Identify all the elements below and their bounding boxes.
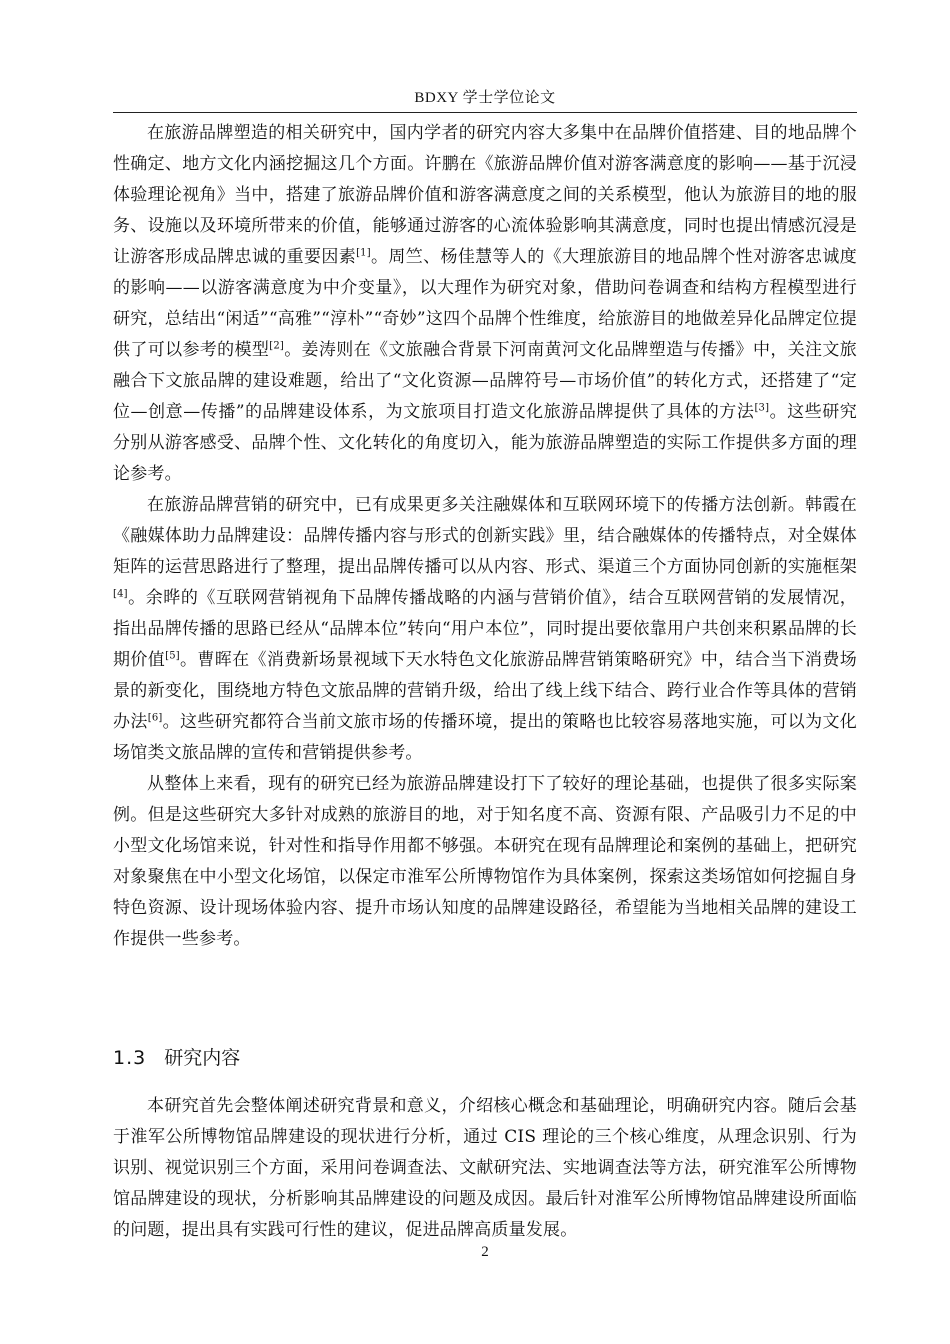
paragraph-text: 。曹晖在《消费新场景视域下天水特色文化旅游品牌营销策略研究》中，结合当下消费场景的新变化，围绕地方特色文旅品牌的营销升级，给出了线上线下结合、跨行业合作等具体的营销办法 <box>113 650 857 732</box>
section-body <box>113 1091 857 1246</box>
citation-marker: [3] <box>754 402 770 414</box>
paragraph-summary <box>113 769 857 955</box>
paragraph-text: 。姜涛则在《文旅融合背景下河南黄河文化品牌塑造与传播》中，关注文旅融合下文旅品牌的建设难题，给出了“文化资源—品牌符号—市场价值”的转化方式，还搭建了“定位—创意—传播”的品牌建设体系，为文旅项目打造文化旅游品牌提供了具体的方法 <box>113 340 857 422</box>
paragraph-tourism-brand-marketing <box>113 490 857 769</box>
citation-marker: [2] <box>269 340 285 352</box>
citation-marker: [4] <box>113 588 128 600</box>
header-divider <box>113 112 857 113</box>
paragraph-text: 。这些研究分别从游客感受、品牌个性、文化转化的角度切入，能为旅游品牌塑造的实际工作提供多方面的理论参考。 <box>113 402 858 484</box>
paragraph-text: 从整体上来看，现有的研究已经为旅游品牌建设打下了较好的理论基础，也提供了很多实际案例。但是这些研究大多针对成熟的旅游目的地，对于知名度不高、资源有限、产品吸引力不足的中小型文化场馆来说，针对性和指导作用都不够强。本研究在现有品牌理论和案例的基础上，把研究对象聚焦在中小型文化场馆，以保定市淮军公所博物馆作为具体案例，探索这类场馆如何挖掘自身特色资源、设计现场体验内容、提升市场认知度的品牌建设路径，希望能为当地相关品牌的建设工作提供一些参考。 <box>113 774 857 949</box>
paragraph-text: 在旅游品牌营销的研究中，已有成果更多关注融媒体和互联网环境下的传播方法创新。韩霞在《融媒体助力品牌建设：品牌传播内容与形式的创新实践》里，结合融媒体的传播特点，对全媒体矩阵的运营思路进行了整理，提出品牌传播可以从内容、形式、渠道三个方面协同创新的实施框架 <box>113 495 857 577</box>
citation-marker: [5] <box>165 650 180 662</box>
literature-review-body <box>113 118 857 955</box>
citation-marker: [1] <box>356 247 371 259</box>
page-number: 2 <box>481 1244 489 1260</box>
section-heading <box>113 1044 857 1072</box>
paragraph-text: 。余晔的《互联网营销视角下品牌传播战略的内涵与营销价值》，结合互联网营销的发展情况，指出品牌传播的思路已经从“品牌本位”转向“用户本位”，同时提出要依靠用户共创来积累品牌的长期价值 <box>113 588 857 670</box>
paragraph-tourism-brand-shaping <box>113 118 857 490</box>
citation-marker: [6] <box>147 712 163 724</box>
section-title: 研究内容 <box>164 1047 241 1069</box>
paragraph-text: 。这些研究都符合当前文旅市场的传播环境，提出的策略也比较容易落地实施，可以为文化场馆类文旅品牌的宣传和营销提供参考。 <box>113 712 858 763</box>
paragraph-research-content: 本研究首先会整体阐述研究背景和意义，介绍核心概念和基础理论，明确研究内容。随后会基于淮军公所博物馆品牌建设的现状进行分析，通过 CIS 理论的三个核心维度，从理念识别、行为识别、视觉识别三个方面，采用问卷调查法、文献研究法、实地调查法等方法，研究淮军公所博物馆品牌建设的现状，分析影响其品牌建设的问题及成因。最后针对淮军公所博物馆品牌建设所面临的问题，提出具有实践可行性的建议，促进品牌高质量发展。 <box>113 1096 857 1240</box>
running-header: BDXY 学士学位论文 <box>414 90 556 106</box>
paragraph-text: 在旅游品牌塑造的相关研究中，国内学者的研究内容大多集中在品牌价值搭建、目的地品牌个性确定、地方文化内涵挖掘这几个方面。许鹏在《旅游品牌价值对游客满意度的影响——基于沉浸体验理论视角》当中，搭建了旅游品牌价值和游客满意度之间的关系模型，他认为旅游目的地的服务、设施以及环境所带来的价值，能够通过游客的心流体验影响其满意度，同时也提出情感沉浸是让游客形成品牌忠诚的重要因素 <box>113 123 857 267</box>
section-number: 1.3 <box>113 1047 147 1069</box>
paragraph-text: 。周竺、杨佳慧等人的《大理旅游目的地品牌个性对游客忠诚度的影响——以游客满意度为中介变量》，以大理作为研究对象，借助问卷调查和结构方程模型进行研究，总结出“闲适”“高雅”“淳朴”“奇妙”这四个品牌个性维度，给旅游目的地做差异化品牌定位提供了可以参考的模型 <box>113 247 857 360</box>
